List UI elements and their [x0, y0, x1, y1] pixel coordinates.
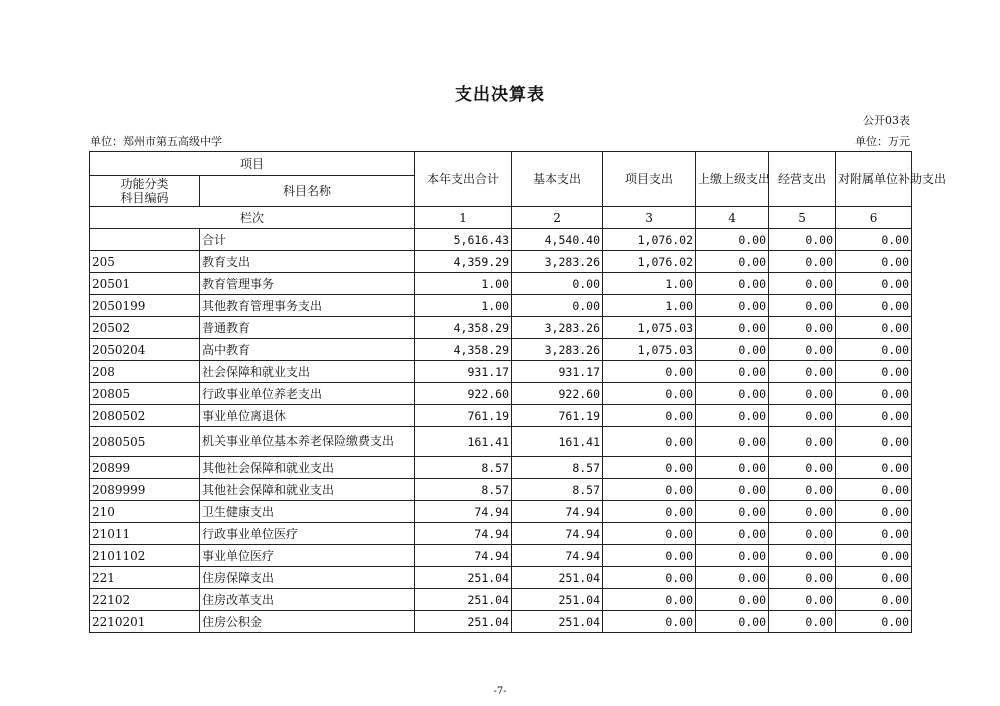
amount-cell: 931.17	[512, 361, 603, 383]
page-number: -7-	[493, 686, 507, 697]
amount-cell: 251.04	[415, 589, 512, 611]
func-code-cell: 20899	[90, 457, 200, 479]
amount-cell: 1.00	[415, 273, 512, 295]
column-number: 2	[512, 207, 603, 229]
amount-cell: 251.04	[512, 589, 603, 611]
amount-cell: 761.19	[512, 405, 603, 427]
amount-cell: 0.00	[769, 611, 836, 633]
amount-cell: 0.00	[836, 317, 912, 339]
amount-cell: 1,075.03	[603, 317, 696, 339]
amount-cell: 1,075.03	[603, 339, 696, 361]
amount-cell: 0.00	[603, 545, 696, 567]
amount-cell: 922.60	[415, 383, 512, 405]
amount-cell: 0.00	[836, 457, 912, 479]
subject-name-cell: 行政事业单位医疗	[200, 523, 415, 545]
table-row	[90, 361, 912, 383]
subject-name-cell: 事业单位医疗	[200, 545, 415, 567]
currency-unit: 单位：万元	[855, 135, 910, 148]
amount-cell: 0.00	[769, 523, 836, 545]
table-row	[90, 501, 912, 523]
amount-cell: 0.00	[696, 317, 769, 339]
subject-name-cell: 其他社会保障和就业支出	[200, 479, 415, 501]
amount-cell: 4,540.40	[512, 229, 603, 251]
amount-cell: 0.00	[836, 273, 912, 295]
page-title: 支出决算表	[455, 85, 545, 105]
amount-cell: 74.94	[512, 501, 603, 523]
amount-cell: 0.00	[603, 427, 696, 457]
amount-cell: 0.00	[696, 229, 769, 251]
amount-cell: 0.00	[696, 427, 769, 457]
subject-name-cell: 其他教育管理事务支出	[200, 295, 415, 317]
table-row	[90, 427, 912, 457]
amount-cell: 161.41	[512, 427, 603, 457]
func-code-cell: 20805	[90, 383, 200, 405]
amount-cell: 0.00	[769, 457, 836, 479]
amount-cell: 3,283.26	[512, 251, 603, 273]
amount-cell: 0.00	[696, 457, 769, 479]
amount-cell: 1,076.02	[603, 229, 696, 251]
amount-cell: 0.00	[603, 523, 696, 545]
subject-name-cell: 事业单位离退休	[200, 405, 415, 427]
amount-cell: 74.94	[415, 523, 512, 545]
func-code-cell: 21011	[90, 523, 200, 545]
amount-cell: 761.19	[415, 405, 512, 427]
amount-cell: 0.00	[836, 611, 912, 633]
subject-name-cell: 合计	[200, 229, 415, 251]
func-code-cell: 221	[90, 567, 200, 589]
header-operating: 经营支出	[769, 152, 836, 207]
amount-cell: 1.00	[603, 273, 696, 295]
subject-name-cell: 机关事业单位基本养老保险缴费支出	[200, 427, 415, 457]
amount-cell: 0.00	[696, 611, 769, 633]
func-code-cell: 2050199	[90, 295, 200, 317]
amount-cell: 0.00	[836, 295, 912, 317]
table-row	[90, 479, 912, 501]
amount-cell: 0.00	[836, 229, 912, 251]
amount-cell: 0.00	[603, 457, 696, 479]
table-row	[90, 339, 912, 361]
amount-cell: 251.04	[512, 567, 603, 589]
amount-cell: 1,076.02	[603, 251, 696, 273]
header-row-label: 栏次	[90, 207, 415, 229]
header-func-code: 功能分类 科目编码	[90, 176, 200, 207]
table-row	[90, 229, 912, 251]
amount-cell: 0.00	[696, 545, 769, 567]
func-code-cell: 2080502	[90, 405, 200, 427]
subject-name-cell: 卫生健康支出	[200, 501, 415, 523]
table-row	[90, 251, 912, 273]
subject-name-cell: 普通教育	[200, 317, 415, 339]
table-row	[90, 317, 912, 339]
amount-cell: 0.00	[769, 479, 836, 501]
amount-cell: 4,358.29	[415, 339, 512, 361]
func-code-cell: 22102	[90, 589, 200, 611]
subject-name-cell: 住房保障支出	[200, 567, 415, 589]
subject-name-cell: 教育支出	[200, 251, 415, 273]
amount-cell: 0.00	[696, 479, 769, 501]
header-subject-name: 科目名称	[200, 176, 415, 207]
table-row	[90, 589, 912, 611]
func-code-cell: 2080505	[90, 427, 200, 457]
amount-cell: 0.00	[696, 339, 769, 361]
header-project: 项目支出	[603, 152, 696, 207]
amount-cell: 5,616.43	[415, 229, 512, 251]
func-code-cell: 2101102	[90, 545, 200, 567]
amount-cell: 74.94	[415, 501, 512, 523]
amount-cell: 0.00	[769, 361, 836, 383]
amount-cell: 74.94	[512, 545, 603, 567]
table-row	[90, 567, 912, 589]
amount-cell: 8.57	[512, 479, 603, 501]
amount-cell: 251.04	[512, 611, 603, 633]
amount-cell: 0.00	[696, 251, 769, 273]
amount-cell: 0.00	[769, 317, 836, 339]
amount-cell: 0.00	[603, 405, 696, 427]
header-total: 本年支出合计	[415, 152, 512, 207]
amount-cell: 0.00	[696, 523, 769, 545]
amount-cell: 0.00	[696, 405, 769, 427]
amount-cell: 74.94	[512, 523, 603, 545]
amount-cell: 0.00	[696, 567, 769, 589]
amount-cell: 0.00	[603, 589, 696, 611]
amount-cell: 0.00	[769, 545, 836, 567]
table-row	[90, 545, 912, 567]
subject-name-cell: 住房公积金	[200, 611, 415, 633]
subject-name-cell: 教育管理事务	[200, 273, 415, 295]
reporting-unit: 单位：郑州市第五高级中学	[90, 135, 222, 148]
column-number: 6	[836, 207, 912, 229]
amount-cell: 4,358.29	[415, 317, 512, 339]
header-subsidiary: 对附属单位补助支出	[836, 152, 912, 207]
func-code-cell: 2210201	[90, 611, 200, 633]
amount-cell: 8.57	[415, 479, 512, 501]
subject-name-cell: 社会保障和就业支出	[200, 361, 415, 383]
table-row	[90, 273, 912, 295]
func-code-cell	[90, 229, 200, 251]
amount-cell: 922.60	[512, 383, 603, 405]
subject-name-cell: 行政事业单位养老支出	[200, 383, 415, 405]
amount-cell: 0.00	[512, 295, 603, 317]
amount-cell: 0.00	[696, 361, 769, 383]
subject-name-cell: 住房改革支出	[200, 589, 415, 611]
amount-cell: 0.00	[769, 405, 836, 427]
amount-cell: 0.00	[769, 427, 836, 457]
column-number: 1	[415, 207, 512, 229]
amount-cell: 8.57	[512, 457, 603, 479]
form-number: 公开03表	[863, 114, 910, 127]
amount-cell: 0.00	[769, 383, 836, 405]
table-row	[90, 383, 912, 405]
subject-name-cell: 高中教育	[200, 339, 415, 361]
amount-cell: 0.00	[603, 361, 696, 383]
amount-cell: 0.00	[769, 229, 836, 251]
amount-cell: 0.00	[696, 589, 769, 611]
amount-cell: 0.00	[603, 501, 696, 523]
amount-cell: 0.00	[836, 479, 912, 501]
amount-cell: 0.00	[836, 567, 912, 589]
amount-cell: 0.00	[836, 405, 912, 427]
amount-cell: 8.57	[415, 457, 512, 479]
amount-cell: 0.00	[769, 567, 836, 589]
table-row	[90, 295, 912, 317]
amount-cell: 0.00	[836, 339, 912, 361]
func-code-cell: 2089999	[90, 479, 200, 501]
amount-cell: 0.00	[696, 501, 769, 523]
amount-cell: 0.00	[836, 589, 912, 611]
amount-cell: 161.41	[415, 427, 512, 457]
table-row	[90, 611, 912, 633]
table-row	[90, 405, 912, 427]
header-upper: 上缴上级支出	[696, 152, 769, 207]
amount-cell: 3,283.26	[512, 317, 603, 339]
amount-cell: 0.00	[769, 589, 836, 611]
func-code-cell: 208	[90, 361, 200, 383]
column-number: 3	[603, 207, 696, 229]
amount-cell: 0.00	[836, 501, 912, 523]
func-code-cell: 2050204	[90, 339, 200, 361]
amount-cell: 0.00	[696, 295, 769, 317]
amount-cell: 251.04	[415, 567, 512, 589]
table-row	[90, 523, 912, 545]
amount-cell: 0.00	[769, 251, 836, 273]
amount-cell: 0.00	[512, 273, 603, 295]
amount-cell: 0.00	[603, 567, 696, 589]
expenditure-table	[89, 151, 947, 633]
amount-cell: 0.00	[603, 383, 696, 405]
subject-name-cell: 其他社会保障和就业支出	[200, 457, 415, 479]
amount-cell: 74.94	[415, 545, 512, 567]
amount-cell: 0.00	[836, 523, 912, 545]
amount-cell: 4,359.29	[415, 251, 512, 273]
func-code-cell: 20502	[90, 317, 200, 339]
amount-cell: 0.00	[769, 273, 836, 295]
amount-cell: 0.00	[769, 501, 836, 523]
amount-cell: 0.00	[696, 383, 769, 405]
amount-cell: 0.00	[603, 611, 696, 633]
column-number: 4	[696, 207, 769, 229]
amount-cell: 0.00	[836, 251, 912, 273]
table-row	[90, 457, 912, 479]
amount-cell: 0.00	[836, 545, 912, 567]
amount-cell: 3,283.26	[512, 339, 603, 361]
amount-cell: 0.00	[769, 295, 836, 317]
amount-cell: 0.00	[836, 427, 912, 457]
amount-cell: 0.00	[603, 479, 696, 501]
header-item: 项目	[90, 152, 415, 176]
column-number: 5	[769, 207, 836, 229]
func-code-cell: 20501	[90, 273, 200, 295]
amount-cell: 251.04	[415, 611, 512, 633]
amount-cell: 1.00	[415, 295, 512, 317]
amount-cell: 931.17	[415, 361, 512, 383]
amount-cell: 0.00	[696, 273, 769, 295]
amount-cell: 0.00	[836, 361, 912, 383]
amount-cell: 0.00	[769, 339, 836, 361]
func-code-cell: 210	[90, 501, 200, 523]
func-code-cell: 205	[90, 251, 200, 273]
amount-cell: 0.00	[836, 383, 912, 405]
amount-cell: 1.00	[603, 295, 696, 317]
header-basic: 基本支出	[512, 152, 603, 207]
